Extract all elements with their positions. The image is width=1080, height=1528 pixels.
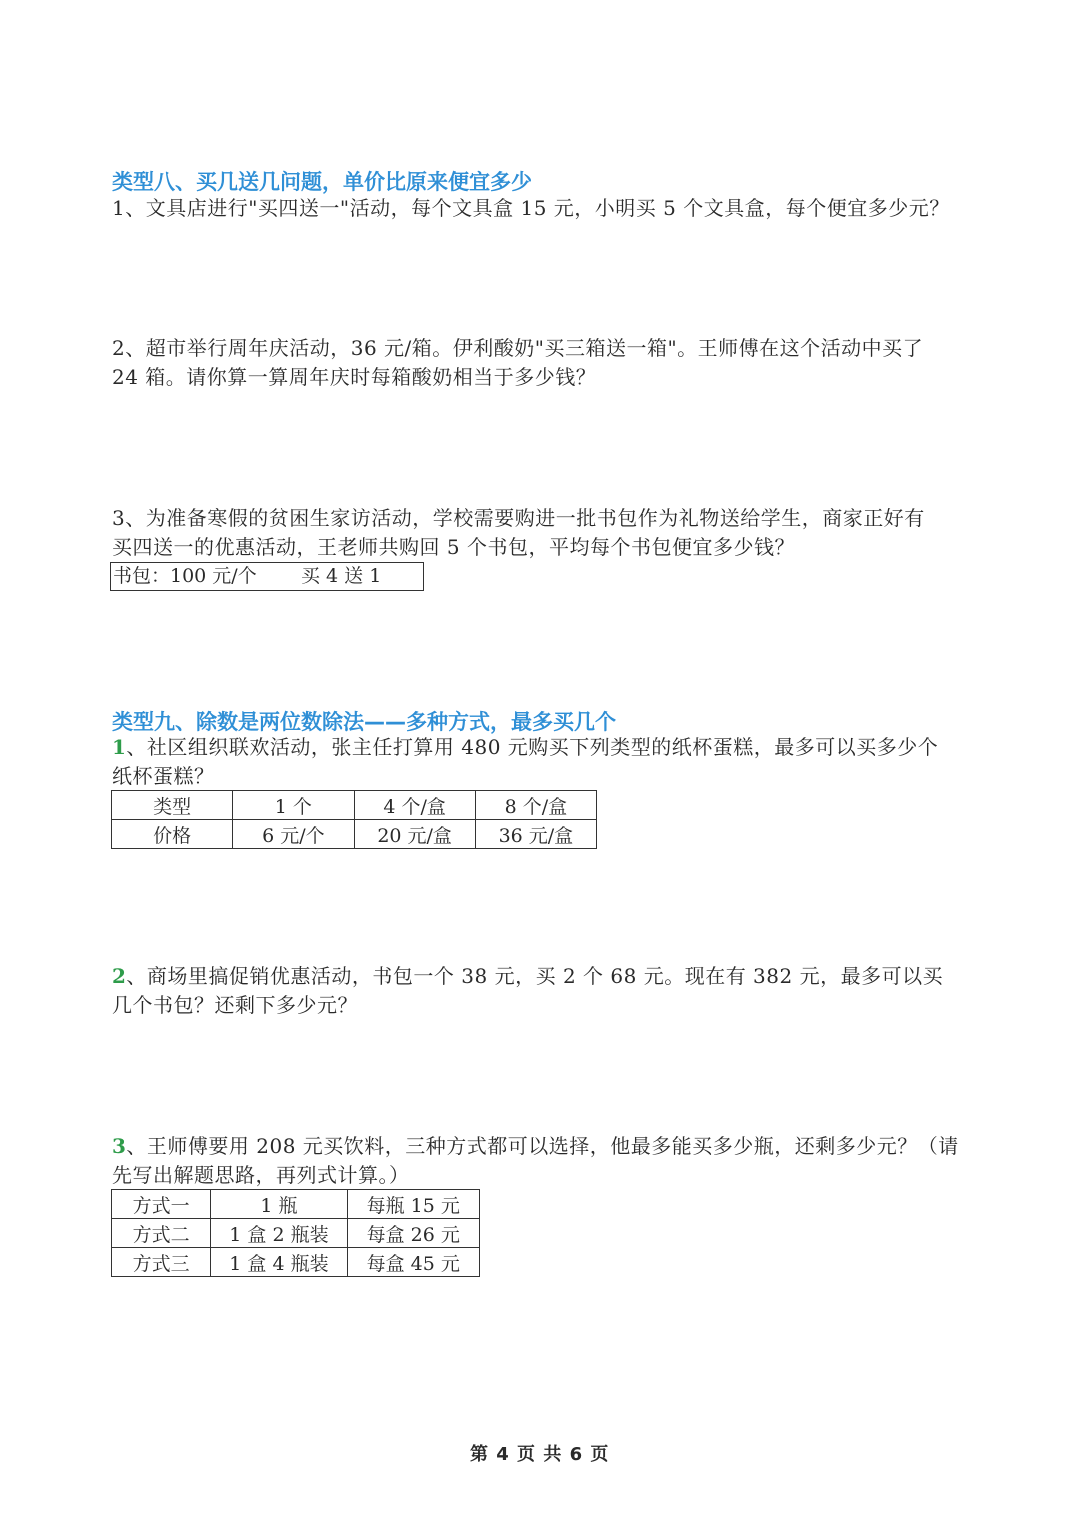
table-row <box>112 791 597 820</box>
question-number: 1 <box>112 735 127 759</box>
table-cell: 每盒 26 元 <box>347 1219 479 1248</box>
section-9-question-2-line-1 <box>112 962 943 991</box>
bag-price-label: 书包：100 元/个 <box>113 565 257 587</box>
table-cell: 方式三 <box>112 1248 211 1277</box>
cupcake-price-table <box>111 790 597 849</box>
table-cell: 1 盒 4 瓶装 <box>211 1248 347 1277</box>
table-row <box>112 820 597 849</box>
table-row <box>112 1190 480 1219</box>
table-cell: 1 盒 2 瓶装 <box>211 1219 347 1248</box>
section-8-heading: 类型八、买几送几问题，单价比原来便宜多少 <box>112 170 532 194</box>
table-cell: 1 瓶 <box>211 1190 347 1219</box>
question-number: 3 <box>112 1134 127 1158</box>
table-cell: 4 个/盒 <box>354 791 475 820</box>
table-row <box>112 1219 480 1248</box>
section-8-question-2-line-2: 24 箱。请你算一算周年庆时每箱酸奶相当于多少钱？ <box>112 365 597 389</box>
table-cell: 价格 <box>112 820 233 849</box>
question-text: 、王师傅要用 208 元买饮料，三种方式都可以选择，他最多能买多少瓶，还剩多少元？（请 <box>126 1134 959 1158</box>
table-row <box>112 1248 480 1277</box>
question-number: 2 <box>112 964 127 988</box>
section-8-question-1: 1、文具店进行"买四送一"活动，每个文具盒 15 元，小明买 5 个文具盒，每个便宜多少元？ <box>112 196 950 220</box>
table-cell: 类型 <box>112 791 233 820</box>
drink-purchase-table <box>111 1189 480 1277</box>
table-cell: 6 元/个 <box>233 820 354 849</box>
table-cell: 36 元/盒 <box>475 820 596 849</box>
table-cell: 8 个/盒 <box>475 791 596 820</box>
section-9-question-2-line-2: 几个书包？还剩下多少元？ <box>112 993 358 1017</box>
page-number: 第 4 页 共 6 页 <box>470 1444 610 1465</box>
section-9-heading: 类型九、除数是两位数除法——多种方式，最多买几个 <box>112 710 616 734</box>
bag-offer-box <box>110 562 424 591</box>
section-8-question-3-line-2: 买四送一的优惠活动，王老师共购回 5 个书包，平均每个书包便宜多少钱？ <box>112 535 795 559</box>
section-9-question-1-line-1 <box>112 733 938 762</box>
table-cell: 20 元/盒 <box>354 820 475 849</box>
table-cell: 每瓶 15 元 <box>347 1190 479 1219</box>
bag-offer-label: 买 4 送 1 <box>301 565 382 587</box>
question-text: 、商场里搞促销优惠活动，书包一个 38 元，买 2 个 68 元。现在有 382 元，最多可以买 <box>126 964 944 988</box>
section-9-question-3-line-1 <box>112 1132 959 1161</box>
table-cell: 每盒 45 元 <box>347 1248 479 1277</box>
table-cell: 方式二 <box>112 1219 211 1248</box>
table-cell: 1 个 <box>233 791 354 820</box>
section-9-question-3-line-2: 先写出解题思路，再列式计算。） <box>112 1163 410 1187</box>
question-text: 、社区组织联欢活动，张主任打算用 480 元购买下列类型的纸杯蛋糕，最多可以买多少个 <box>126 735 939 759</box>
section-8-question-3-line-1: 3、为准备寒假的贫困生家访活动，学校需要购进一批书包作为礼物送给学生，商家正好有 <box>112 506 925 530</box>
section-8-question-2-line-1: 2、超市举行周年庆活动，36 元/箱。伊利酸奶"买三箱送一箱"。王师傅在这个活动中买了 <box>112 336 924 360</box>
table-cell: 方式一 <box>112 1190 211 1219</box>
section-9-question-1-line-2: 纸杯蛋糕？ <box>112 764 215 788</box>
